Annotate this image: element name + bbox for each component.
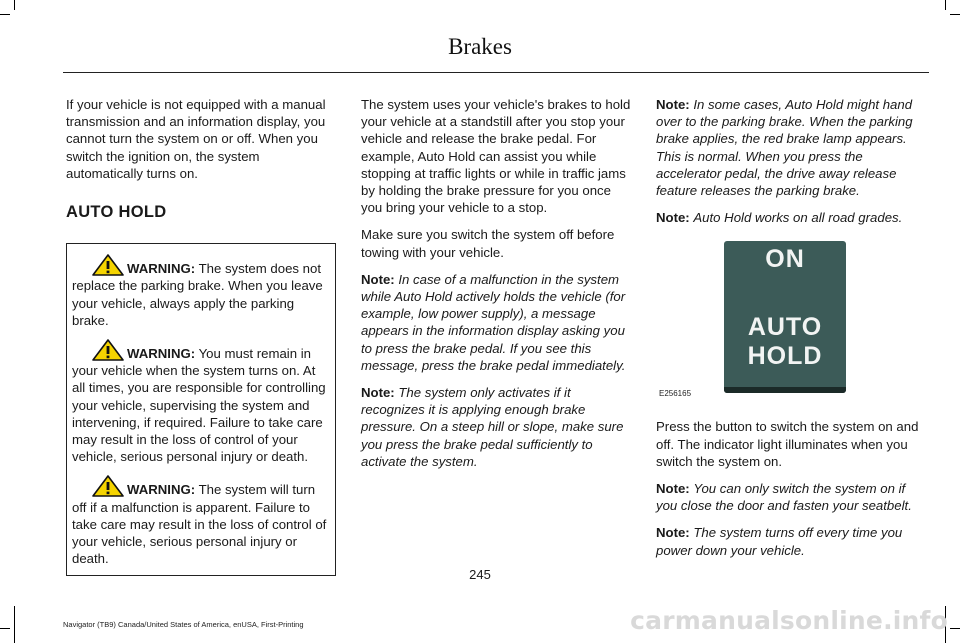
warning-text: The system does not replace the parking brake. When you leave your vehicle, always apply the parking brake. bbox=[72, 261, 323, 328]
note bbox=[361, 384, 633, 470]
note-label: Note: bbox=[656, 210, 690, 226]
warning-item bbox=[72, 339, 331, 465]
crop-mark bbox=[950, 628, 960, 629]
figure-id: E256165 bbox=[659, 389, 692, 399]
warning-text: You must remain in your vehicle when the system turns on. At all times, you are responsible for controlling your vehicle, supervising the system and intervening, if required. Failure to take care may result in the loss of control of your vehicle, serious personal injury or death. bbox=[72, 346, 326, 465]
note-label: Note: bbox=[361, 385, 395, 401]
note-label: Note: bbox=[361, 271, 395, 287]
watermark: carmanualsonline.info bbox=[630, 606, 948, 635]
auto-hold-figure bbox=[656, 236, 926, 404]
button-auto-text: AUTO bbox=[747, 313, 823, 342]
note-text: The system turns off every time you power down your vehicle. bbox=[656, 525, 903, 558]
warning-item bbox=[72, 254, 331, 329]
crop-mark bbox=[0, 628, 10, 629]
note bbox=[656, 524, 929, 558]
page-number: 245 bbox=[469, 567, 491, 582]
warning-item bbox=[72, 475, 331, 567]
crop-mark bbox=[0, 14, 10, 15]
note bbox=[656, 480, 929, 514]
note bbox=[656, 209, 929, 226]
footer-edition-text: Navigator (TB9) Canada/United States of America, enUSA, First-Printing bbox=[63, 620, 304, 629]
indicator-bar bbox=[724, 387, 846, 393]
note-text: Auto Hold works on all road grades. bbox=[693, 210, 903, 226]
warning-box bbox=[66, 243, 336, 576]
note-text: The system only activates if it recognizes it is applying enough brake pressure. On a steep hill or slope, make sure you press the brake pedal sufficiently to activate the system. bbox=[361, 385, 624, 469]
note-text: In case of a malfunction in the system while Auto Hold actively holds the vehicle (for example, low power supply), a message appears in the information display asking you to press the brake pedal. If you see this message, press the brake pedal immediately. bbox=[361, 271, 626, 373]
header-divider bbox=[63, 72, 929, 73]
section-heading: AUTO HOLD bbox=[66, 203, 167, 222]
crop-mark bbox=[945, 0, 946, 10]
note bbox=[361, 271, 633, 374]
note-text: You can only switch the system on if you close the door and fasten your seatbelt. bbox=[656, 481, 912, 514]
warning-label: WARNING: bbox=[127, 261, 196, 277]
crop-mark bbox=[14, 0, 15, 10]
body-paragraph: Make sure you switch the system off before towing with your vehicle. bbox=[361, 227, 615, 260]
warning-triangle-icon bbox=[92, 254, 124, 276]
note-label: Note: bbox=[656, 481, 690, 497]
warning-text: The system will turn off if a malfunction is apparent. Failure to take care may result in the loss of control of your vehicle, serious personal injury or death. bbox=[72, 482, 327, 567]
column-right bbox=[656, 96, 929, 569]
note-label: Note: bbox=[656, 97, 690, 112]
column-middle bbox=[361, 96, 633, 480]
warning-triangle-icon bbox=[92, 475, 124, 497]
button-auto-hold-label bbox=[724, 313, 846, 371]
crop-mark bbox=[14, 606, 15, 643]
body-paragraph: The system uses your vehicle's brakes to hold your vehicle at a standstill after you stop your vehicle and release the brake pedal. For example, Auto Hold can assist you while stopping at traffic lights or while in traffic jams by holding the brake pressure for you once you bring your vehicle to a stop. bbox=[361, 97, 631, 216]
note bbox=[656, 96, 929, 199]
page-title: Brakes bbox=[448, 34, 512, 59]
body-paragraph: Press the button to switch the system on and off. The indicator light illuminates when you switch the system on. bbox=[656, 419, 919, 469]
crop-mark bbox=[950, 14, 960, 15]
warning-triangle-icon bbox=[92, 339, 124, 361]
note-text: In some cases, Auto Hold might hand over to the parking brake. When the parking brake applies, the red brake lamp appears. This is normal. When you press the accelerator pedal, the drive away release feature releases the parking brake. bbox=[656, 97, 913, 199]
warning-label: WARNING: bbox=[127, 346, 196, 362]
intro-paragraph: If your vehicle is not equipped with a manual transmission and an information display, you cannot turn the system on or off. When you switch the ignition on, the system automatically turns on. bbox=[66, 97, 326, 181]
button-hold-text: HOLD bbox=[747, 342, 823, 371]
warning-label: WARNING: bbox=[127, 482, 196, 498]
note-label: Note: bbox=[656, 525, 690, 541]
button-on-label: ON bbox=[765, 245, 805, 274]
column-left bbox=[66, 96, 336, 576]
auto-hold-button-icon bbox=[724, 241, 846, 393]
